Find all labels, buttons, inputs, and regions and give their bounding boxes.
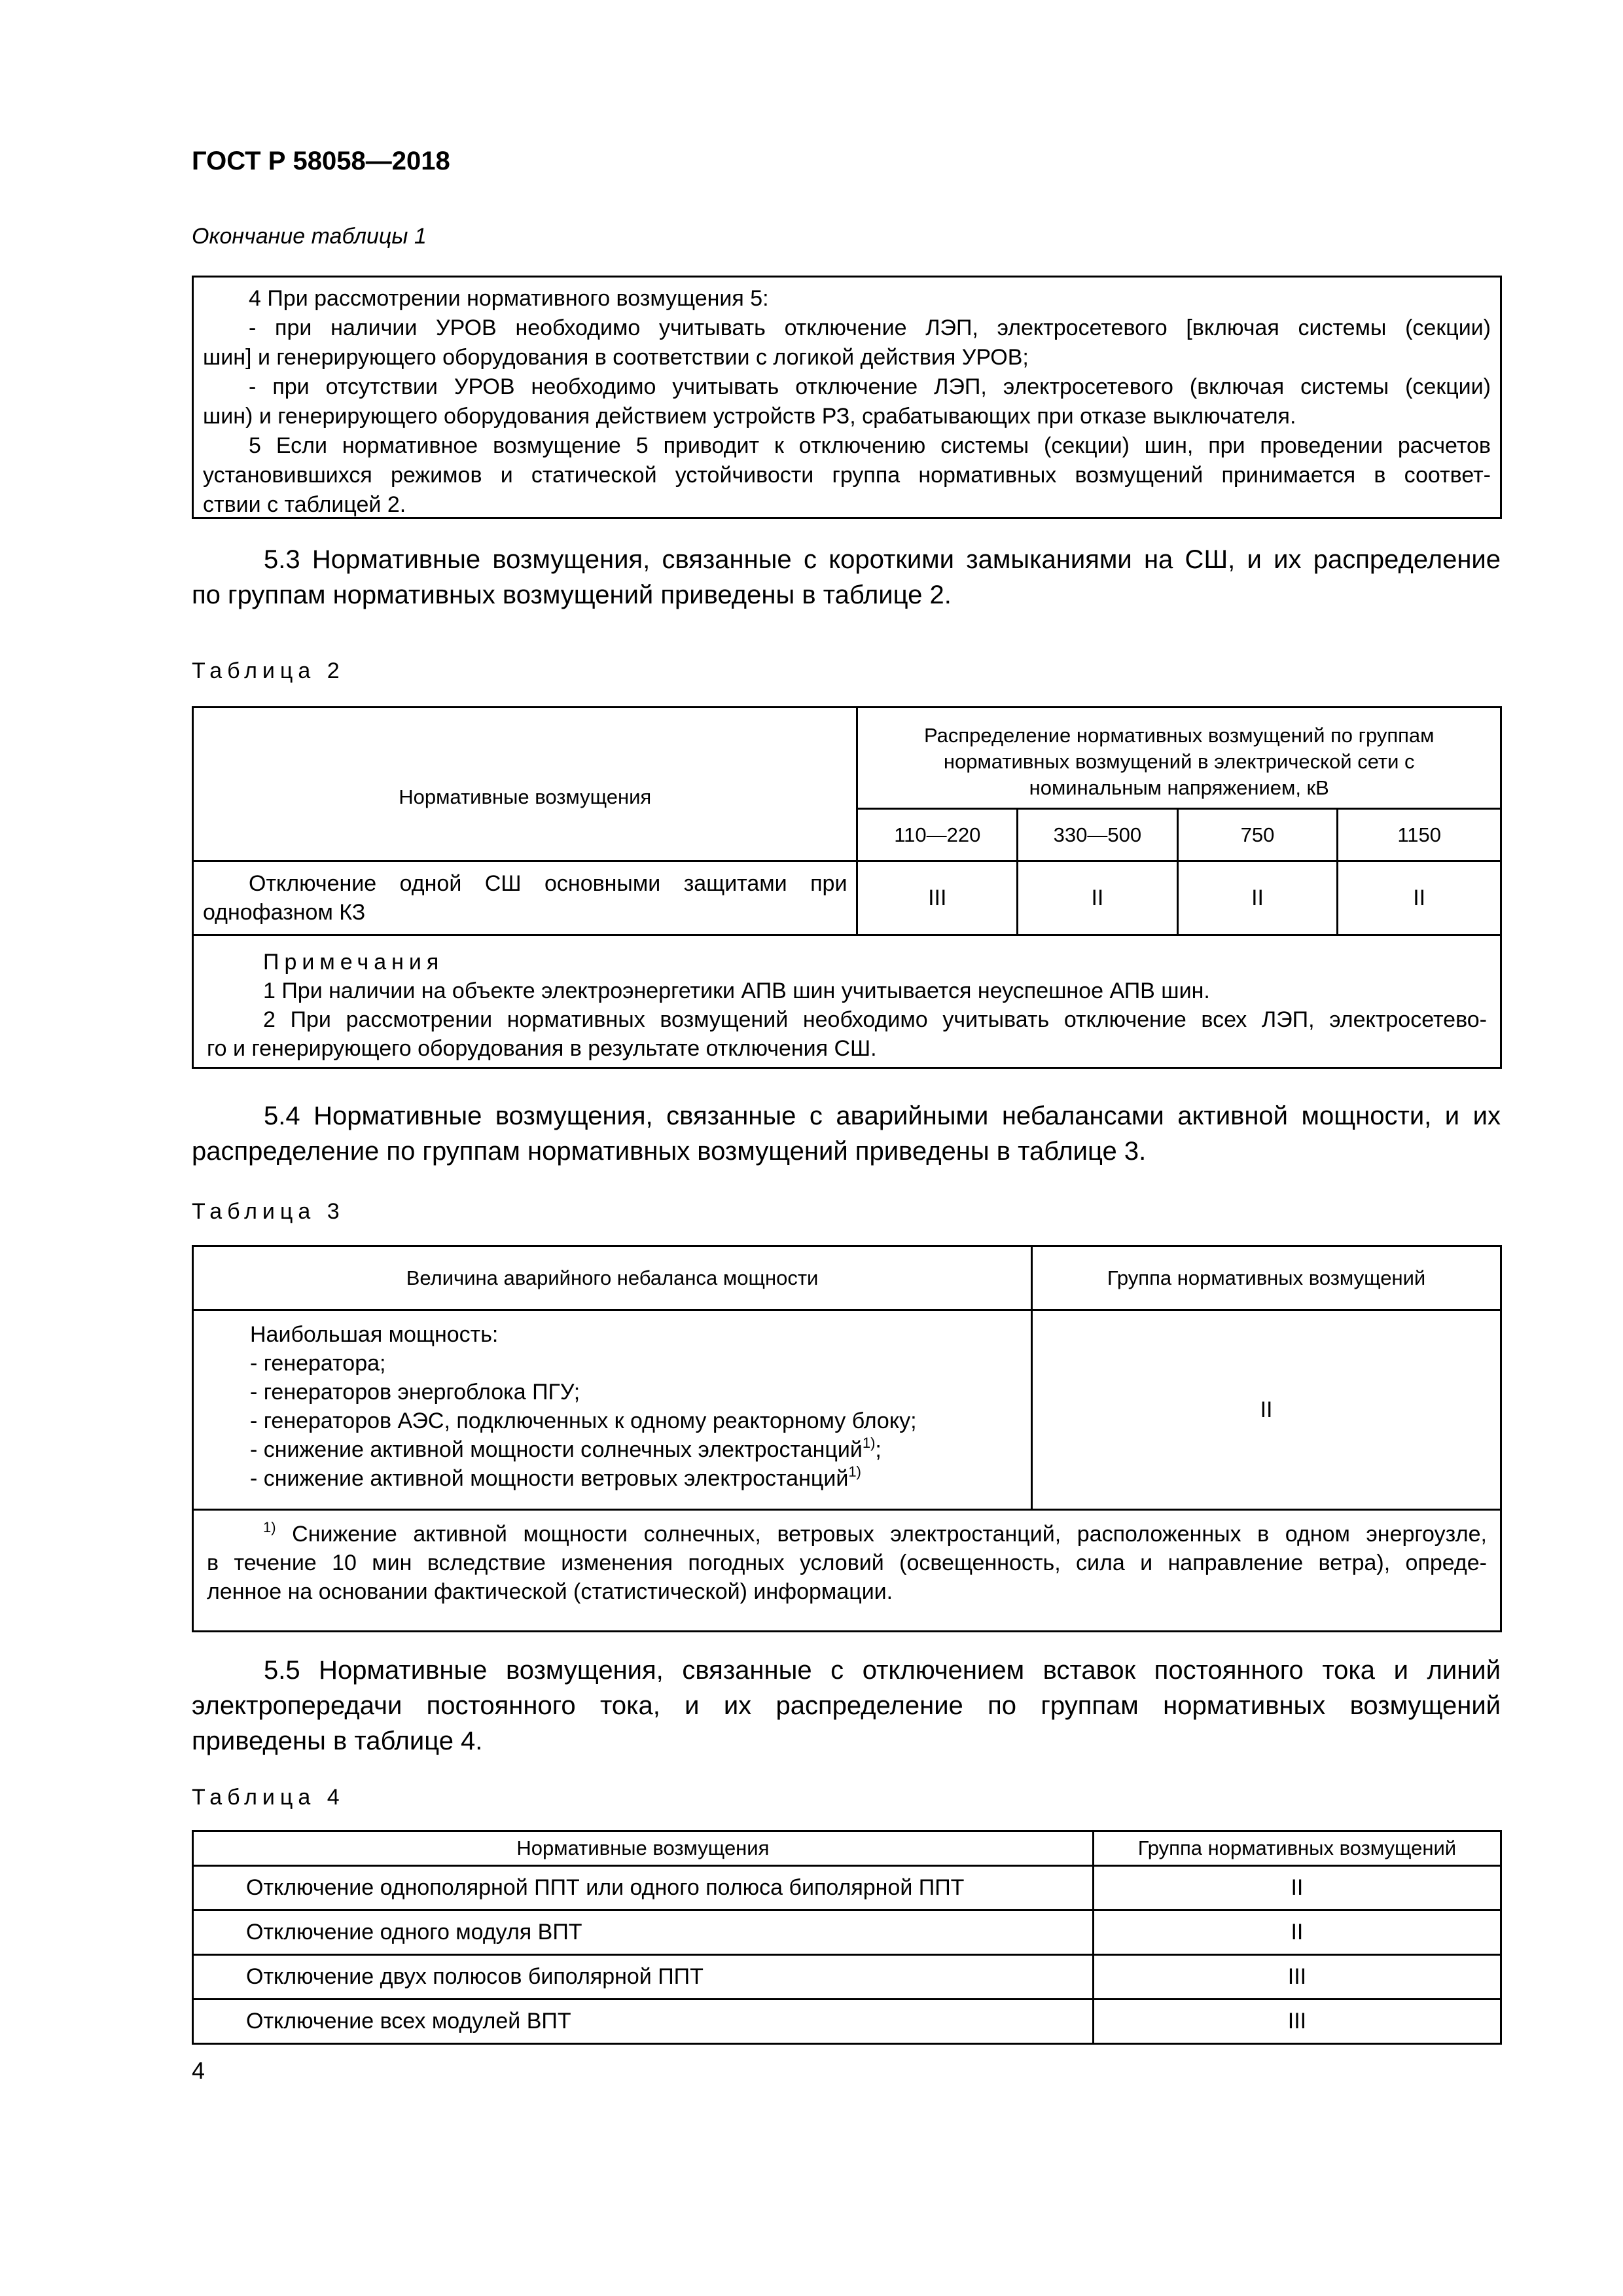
note-line: шин] и генерирующего оборудования в соответствии с логикой действия УРОВ; xyxy=(203,345,1029,370)
table4-row-label: Отключение всех модулей ВПТ xyxy=(193,2000,1094,2044)
document-code: ГОСТ Р 58058—2018 xyxy=(192,147,450,175)
note-line: - при наличии УРОВ необходимо учитывать отключение ЛЭП, электросетевого [включая системы (секции) xyxy=(249,315,1491,340)
table-4 xyxy=(192,1830,1502,2045)
note-line: 1 При наличии на объекте электроэнергетики АПВ шин учитывается неуспешное АПВ шин. xyxy=(263,978,1210,1003)
paragraph-line: 5.3 Нормативные возмущения, связанные с короткими замыканиями на СШ, и их распределение xyxy=(264,545,1501,574)
table2-caption: Таблица 2 xyxy=(192,658,345,683)
table-2 xyxy=(192,706,1502,1069)
footnote-line: ленное на основании фактической (статистической) информации. xyxy=(207,1579,893,1604)
table4-header-group: Группа нормативных возмущений xyxy=(1093,1831,1501,1866)
table2-header-disturbances: Нормативные возмущения xyxy=(193,708,857,861)
table3-header-imbalance: Величина аварийного небаланса мощности xyxy=(193,1246,1032,1310)
note-line: го и генерирующего оборудования в результате отключения СШ. xyxy=(207,1036,877,1061)
table4-row-group: II xyxy=(1093,1866,1501,1910)
paragraph-5-5 xyxy=(192,1653,1501,1759)
table4-row-label: Отключение одного модуля ВПТ xyxy=(193,1910,1094,1955)
table2-row-label xyxy=(193,861,857,935)
table3-header-group: Группа нормативных возмущений xyxy=(1032,1246,1501,1310)
table2-voltage-cell: 750 xyxy=(1177,809,1338,861)
note-line: шин) и генерирующего оборудования действием устройств РЗ, срабатывающих при отказе выключателя. xyxy=(203,404,1296,429)
table2-notes xyxy=(193,935,1501,1068)
footnote-ref: 1) xyxy=(862,1435,876,1451)
paragraph-line: по группам нормативных возмущений приведены в таблице 2. xyxy=(192,581,952,609)
table2-group-cell: II xyxy=(1177,861,1338,935)
table4-row-group: III xyxy=(1093,2000,1501,2044)
paragraph-5-4 xyxy=(192,1098,1501,1169)
table4-row-group: III xyxy=(1093,1955,1501,2000)
paragraph-line: 5.4 Нормативные возмущения, связанные с аварийными небалансами активной мощности, и их xyxy=(264,1102,1501,1130)
cell-line: - генератора; xyxy=(250,1351,386,1376)
table3-group-cell: II xyxy=(1032,1310,1501,1510)
table3-cell-power xyxy=(193,1310,1032,1510)
footnote-ref: 1) xyxy=(848,1463,861,1480)
notes-title: Примечания xyxy=(263,950,444,975)
table2-group-cell: II xyxy=(1018,861,1178,935)
paragraph-line: распределение по группам нормативных возмущений приведены в таблице 3. xyxy=(192,1137,1147,1166)
page-number: 4 xyxy=(192,2057,205,2084)
table2-header-distribution: Распределение нормативных возмущений по группам нормативных возмущений в электрической сети с номинальным напряжением, кВ xyxy=(857,708,1501,809)
table3-caption: Таблица 3 xyxy=(192,1199,345,1224)
footnote-text: Снижение активной мощности солнечных, ветровых электростанций, расположенных в одном энергоузле, xyxy=(292,1522,1487,1547)
table2-group-cell: III xyxy=(857,861,1018,935)
table2-voltage-cell: 330—500 xyxy=(1018,809,1178,861)
note-line: 2 При рассмотрении нормативных возмущений необходимо учитывать отключение всех ЛЭП, электросетево- xyxy=(263,1007,1487,1032)
table3-footnote xyxy=(193,1510,1501,1632)
table2-voltage-cell: 110—220 xyxy=(857,809,1018,861)
line-text: - снижение активной мощности солнечных электростанций xyxy=(250,1437,863,1462)
cell-line xyxy=(250,1435,1022,1464)
row-label-line: однофазном КЗ xyxy=(203,900,366,925)
table4-row-group: II xyxy=(1093,1910,1501,1955)
footnote-mark: 1) xyxy=(263,1519,276,1535)
table-3 xyxy=(192,1245,1502,1632)
table1-end-caption: Окончание таблицы 1 xyxy=(192,224,427,249)
cell-line: - генераторов АЭС, подключенных к одному реакторному блоку; xyxy=(250,1408,917,1433)
note-line: ствии с таблицей 2. xyxy=(203,492,406,517)
line-text: - снижение активной мощности ветровых электростанций xyxy=(250,1466,849,1491)
footnote-line: в течение 10 мин вследствие изменения погодных условий (освещенность, сила и направление ветра), опреде- xyxy=(207,1551,1487,1575)
paragraph-line: 5.5 Нормативные возмущения, связанные с отключением вставок постоянного тока и линий xyxy=(264,1656,1501,1685)
paragraph-line: электропередачи постоянного тока, и их распределение по группам нормативных возмущений xyxy=(192,1691,1501,1720)
note-line: - при отсутствии УРОВ необходимо учитывать отключение ЛЭП, электросетевого (включая системы (секции) xyxy=(249,374,1491,399)
cell-line: Наибольшая мощность: xyxy=(250,1322,499,1347)
row-label-line: Отключение одной СШ основными защитами при xyxy=(249,871,847,896)
line-suffix: ; xyxy=(875,1437,882,1462)
table1-note-box xyxy=(192,276,1502,519)
note-line: 4 При рассмотрении нормативного возмущения 5: xyxy=(249,286,769,311)
paragraph-line: приведены в таблице 4. xyxy=(192,1727,483,1755)
table4-header-disturbances: Нормативные возмущения xyxy=(193,1831,1094,1866)
note-line: установившихся режимов и статической устойчивости группа нормативных возмущений принимается в соответ- xyxy=(203,463,1491,488)
table4-row-label: Отключение двух полюсов биполярной ППТ xyxy=(193,1955,1094,2000)
cell-line: - генераторов энергоблока ПГУ; xyxy=(250,1380,580,1405)
table4-row-label: Отключение однополярной ППТ или одного полюса биполярной ППТ xyxy=(193,1866,1094,1910)
note-line: 5 Если нормативное возмущение 5 приводит к отключению системы (секции) шин, при проведении расчетов xyxy=(249,433,1491,458)
table2-group-cell: II xyxy=(1338,861,1501,935)
paragraph-5-3 xyxy=(192,542,1501,613)
table4-caption: Таблица 4 xyxy=(192,1785,345,1810)
cell-line xyxy=(250,1464,1022,1493)
table2-voltage-cell: 1150 xyxy=(1338,809,1501,861)
footnote-line xyxy=(207,1520,1487,1549)
